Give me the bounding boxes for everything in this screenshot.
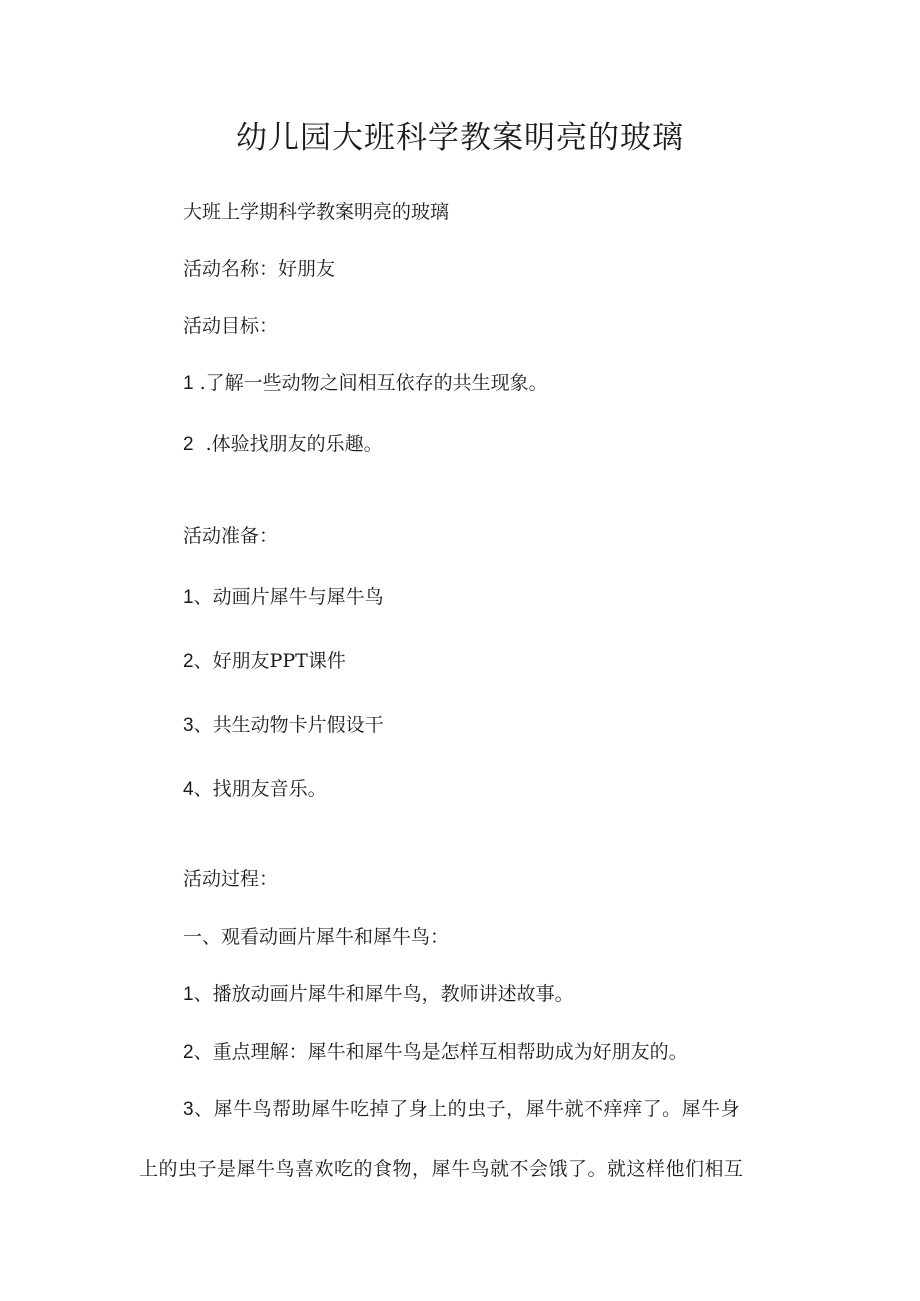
goal-item: [183, 429, 383, 460]
process-item: [183, 979, 574, 1010]
process-text: 、播放动画片犀牛和犀牛鸟，教师讲述故事。: [193, 983, 574, 1005]
prep-number: 1: [183, 587, 194, 608]
prep-text: 、好朋友PPT课件: [193, 650, 346, 672]
prep-text: 、动画片犀牛与犀牛鸟: [193, 586, 384, 608]
goals-heading: 活动目标：: [183, 315, 279, 337]
goal-item: [183, 368, 548, 399]
prep-item: [183, 646, 346, 677]
process-text: 、重点理解：犀牛和犀牛鸟是怎样互相帮助成为好朋友的。: [193, 1041, 688, 1063]
goal-number: 2: [183, 434, 194, 455]
goal-text: .体验找朋友的乐趣。: [205, 433, 383, 455]
process-heading: 活动过程：: [183, 868, 279, 890]
process-number: 2: [183, 1042, 194, 1063]
prep-item: [183, 710, 384, 741]
prep-number: 3: [183, 715, 194, 736]
process-paragraph-continuation: 上的虫子是犀牛鸟喜欢吃的食物，犀牛鸟就不会饿了。就这样他们相互: [139, 1158, 744, 1180]
process-text: 、犀牛鸟帮助犀牛吃掉了身上的虫子，犀牛就不痒痒了。犀牛身: [194, 1098, 741, 1120]
subtitle: 大班上学期科学教案明亮的玻璃: [183, 201, 450, 223]
goal-text: .了解一些动物之间相互依存的共生现象。: [199, 372, 548, 394]
prep-heading: 活动准备：: [183, 525, 279, 547]
process-number: 3: [183, 1099, 195, 1120]
goal-number: 1: [183, 373, 194, 394]
prep-item: [183, 582, 384, 613]
process-item: [183, 1037, 688, 1068]
activity-name: 活动名称：好朋友: [183, 258, 336, 280]
prep-number: 2: [183, 651, 194, 672]
process-number: 1: [183, 984, 194, 1005]
prep-text: 、共生动物卡片假设干: [193, 714, 384, 736]
prep-number: 4: [183, 779, 194, 800]
process-paragraph-first-line: [183, 1094, 740, 1125]
prep-text: 、找朋友音乐。: [193, 778, 327, 800]
section-one-heading: 一、观看动画片犀牛和犀牛鸟：: [183, 926, 450, 948]
document-title: 幼儿园大班科学教案明亮的玻璃: [236, 120, 684, 156]
prep-item: [183, 774, 327, 805]
